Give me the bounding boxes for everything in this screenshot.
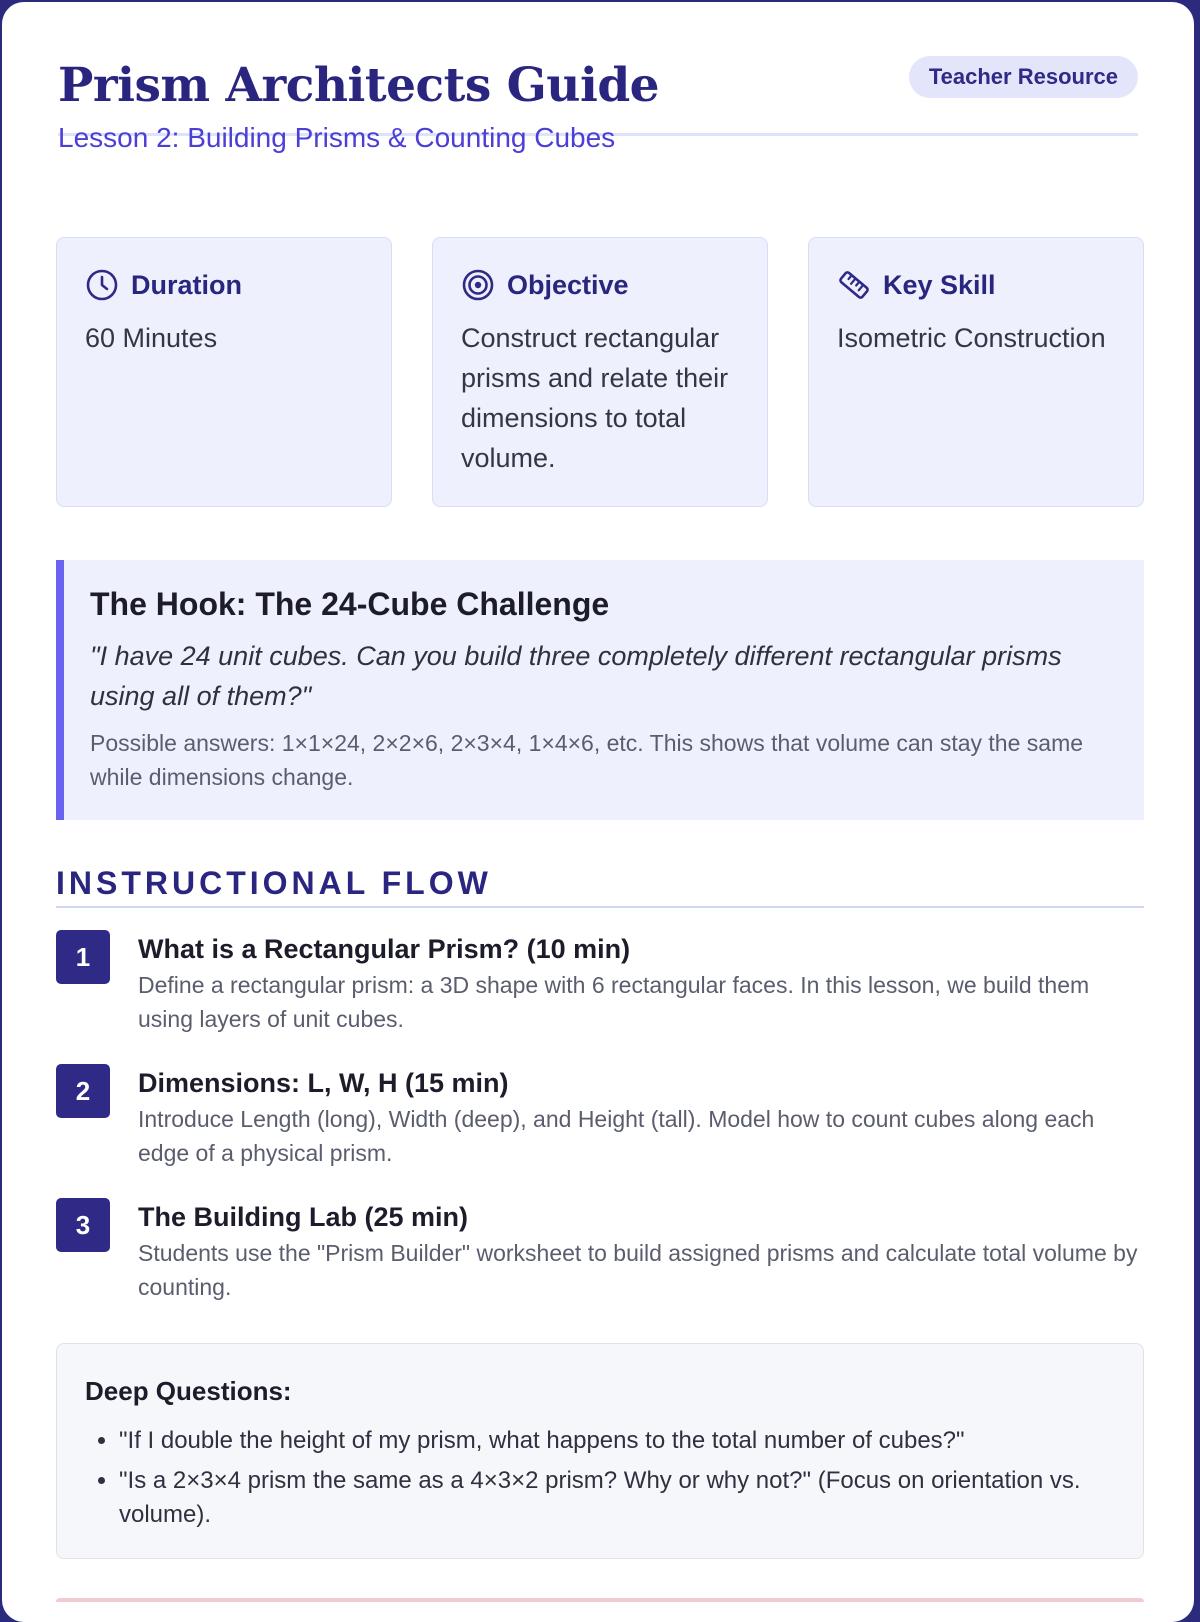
hook-title: The Hook: The 24-Cube Challenge <box>90 586 610 622</box>
hook-note: Possible answers: 1×1×24, 2×2×6, 2×3×4, 1×4×6, etc. This shows that volume can stay the same while dimensions change. <box>90 730 1084 790</box>
step-number: 1 <box>56 930 110 984</box>
step-title: What is a Rectangular Prism? (10 min) <box>138 934 631 964</box>
step-title: The Building Lab (25 min) <box>138 1202 468 1232</box>
lesson-subtitle: Lesson 2: Building Prisms & Counting Cubes <box>58 122 616 153</box>
page-title: Prism Architects Guide <box>58 58 660 113</box>
objective-value: Construct rectangular prisms and relate their dimensions to total volume. <box>461 323 729 473</box>
next-section-edge <box>56 1598 1144 1602</box>
instructional-flow <box>56 930 1144 1332</box>
deep-questions-list <box>85 1424 1115 1532</box>
list-item: • "If I double the height of my prism, what happens to the total number of cubes?" <box>119 1424 1115 1458</box>
flow-step <box>56 930 1144 1064</box>
duration-label: Duration <box>131 269 242 300</box>
deep-questions-box <box>56 1343 1144 1559</box>
list-item: • "Is a 2×3×4 prism the same as a 4×3×2 prism? Why or why not?" (Focus on orientation vs. volume). <box>119 1464 1115 1532</box>
step-title: Dimensions: L, W, H (15 min) <box>138 1068 509 1098</box>
step-description: Define a rectangular prism: a 3D shape with 6 rectangular faces. In this lesson, we build them using layers of unit cubes. <box>138 972 1090 1032</box>
objective-label: Objective <box>507 269 629 300</box>
clock-icon <box>85 268 119 302</box>
ruler-icon <box>837 268 871 302</box>
deep-questions-title: Deep Questions: <box>85 1376 292 1406</box>
header <box>58 2 1138 153</box>
flow-step <box>56 1064 1144 1198</box>
step-description: Students use the "Prism Builder" worksheet to build assigned prisms and calculate total volume by counting. <box>138 1240 1138 1300</box>
step-number: 3 <box>56 1198 110 1252</box>
flow-step <box>56 1198 1144 1332</box>
hook-callout <box>56 560 1144 820</box>
info-box-key-skill <box>808 237 1144 507</box>
step-description: Introduce Length (long), Width (deep), and Height (tall). Model how to count cubes along each edge of a physical prism. <box>138 1106 1095 1166</box>
instructional-flow-heading: INSTRUCTIONAL FLOW <box>56 866 1144 908</box>
target-icon <box>461 268 495 302</box>
hook-quote: "I have 24 unit cubes. Can you build three completely different rectangular prisms using all of them?" <box>90 641 1062 711</box>
step-number: 2 <box>56 1064 110 1118</box>
teacher-resource-badge: Teacher Resource <box>909 56 1138 98</box>
key-skill-label: Key Skill <box>883 269 996 300</box>
info-row <box>56 237 1144 507</box>
info-box-duration <box>56 237 392 507</box>
duration-value: 60 Minutes <box>85 323 218 353</box>
key-skill-value: Isometric Construction <box>837 323 1106 353</box>
info-box-objective <box>432 237 768 507</box>
